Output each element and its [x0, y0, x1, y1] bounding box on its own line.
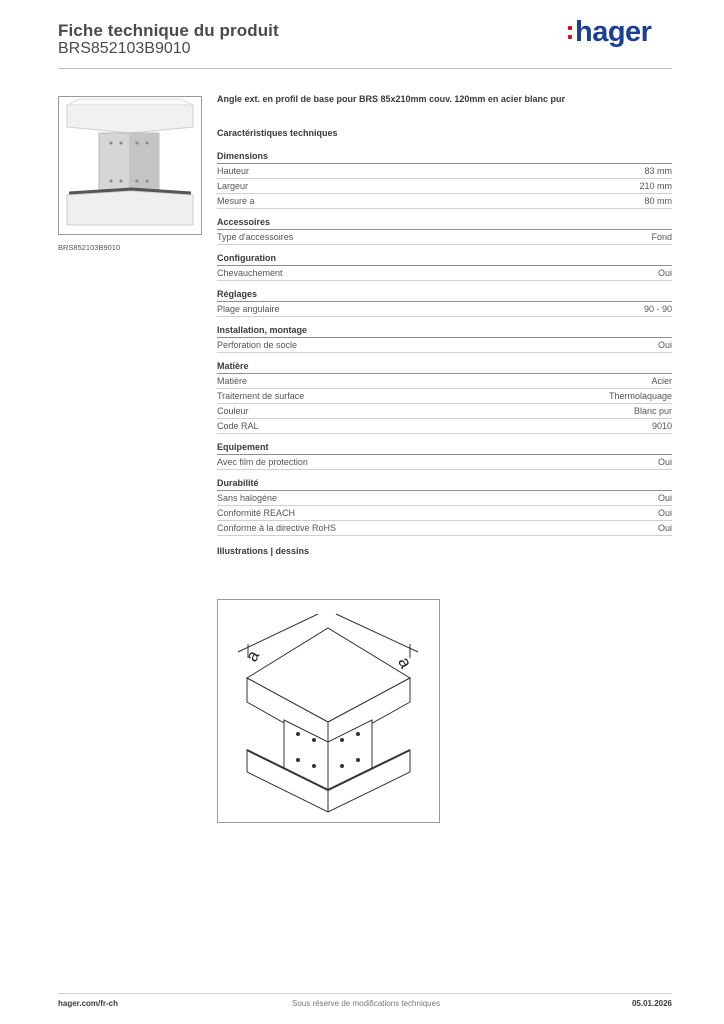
section-title: Equipement: [217, 441, 672, 455]
spec-label: Largeur: [217, 181, 249, 191]
section-title: Dimensions: [217, 150, 672, 164]
page-title: Fiche technique du produit: [58, 21, 279, 40]
logo-dots-icon: [568, 26, 572, 39]
spec-value: Oui: [657, 523, 672, 533]
footer-date: 05.01.2026: [631, 999, 672, 1008]
spec-value: Oui: [657, 268, 672, 278]
spec-row: [217, 230, 672, 245]
spec-value: Acier: [651, 376, 672, 386]
spec-row: [217, 302, 672, 317]
spec-label: Conforme à la directive RoHS: [217, 523, 337, 533]
dimension-label-right: a: [394, 654, 416, 672]
section-title: Matière: [217, 360, 672, 374]
section-accessoires: [217, 216, 672, 245]
spec-row: [217, 419, 672, 434]
spec-row: [217, 164, 672, 179]
spec-value: 83 mm: [644, 166, 672, 176]
spec-value: Oui: [657, 493, 672, 503]
section-title: Installation, montage: [217, 324, 672, 338]
spec-label: Couleur: [217, 406, 249, 416]
spec-value: Oui: [657, 340, 672, 350]
section-equipement: [217, 441, 672, 470]
spec-label: Sans halogène: [217, 493, 278, 503]
footer-notice: Sous réserve de modifications techniques: [292, 999, 441, 1008]
product-reference: BRS852103B9010: [58, 40, 191, 57]
photo-caption: BRS852103B9010: [58, 243, 121, 252]
section-dimensions: [217, 150, 672, 209]
section-reglages: [217, 288, 672, 317]
spec-row: [217, 389, 672, 404]
footer-divider: [58, 993, 672, 994]
brand-logo[interactable]: [568, 16, 651, 48]
spec-row: [217, 266, 672, 281]
spec-value: 80 mm: [644, 196, 672, 206]
spec-label: Code RAL: [217, 421, 259, 431]
tech-specs-heading: Caractéristiques techniques: [217, 128, 338, 138]
spec-row: [217, 491, 672, 506]
spec-value: Thermolaquage: [608, 391, 672, 401]
spec-content: [217, 94, 672, 556]
product-description: Angle ext. en profil de base pour BRS 85x210mm couv. 120mm en acier blanc pur: [217, 94, 565, 104]
section-title: Accessoires: [217, 216, 672, 230]
spec-label: Mesure a: [217, 196, 255, 206]
corner-drawing-icon: [218, 600, 439, 822]
spec-row: [217, 455, 672, 470]
section-matiere: [217, 360, 672, 434]
section-installation: [217, 324, 672, 353]
spec-label: Matière: [217, 376, 248, 386]
illustrations-heading: Illustrations | dessins: [217, 546, 310, 556]
spec-value: Oui: [657, 457, 672, 467]
spec-row: [217, 179, 672, 194]
brand-logo-text: hager: [575, 15, 652, 48]
spec-value: Blanc pur: [633, 406, 672, 416]
technical-drawing: [217, 599, 440, 823]
spec-row: [217, 404, 672, 419]
section-title: Configuration: [217, 252, 672, 266]
section-configuration: [217, 252, 672, 281]
footer-website-link[interactable]: hager.com/fr-ch: [58, 999, 119, 1008]
spec-value: 9010: [651, 421, 672, 431]
spec-row: [217, 338, 672, 353]
product-photo-icon: [59, 97, 201, 234]
spec-value: Fond: [651, 232, 672, 242]
spec-label: Perforation de socle: [217, 340, 298, 350]
spec-label: Type d'accessoires: [217, 232, 294, 242]
spec-row: [217, 521, 672, 536]
spec-value: Oui: [657, 508, 672, 518]
section-title: Durabilité: [217, 477, 672, 491]
product-photo: [58, 96, 202, 235]
spec-value: 90 - 90: [643, 304, 672, 314]
spec-label: Conformité REACH: [217, 508, 296, 518]
section-title: Réglages: [217, 288, 672, 302]
section-durabilite: [217, 477, 672, 536]
spec-label: Chevauchement: [217, 268, 283, 278]
spec-label: Avec film de protection: [217, 457, 308, 467]
spec-value: 210 mm: [639, 181, 672, 191]
spec-row: [217, 506, 672, 521]
spec-label: Hauteur: [217, 166, 250, 176]
header-divider: [58, 68, 672, 69]
dimension-label-left: a: [242, 647, 264, 665]
spec-row: [217, 374, 672, 389]
spec-label: Traitement de surface: [217, 391, 305, 401]
spec-row: [217, 194, 672, 209]
spec-label: Plage angulaire: [217, 304, 280, 314]
